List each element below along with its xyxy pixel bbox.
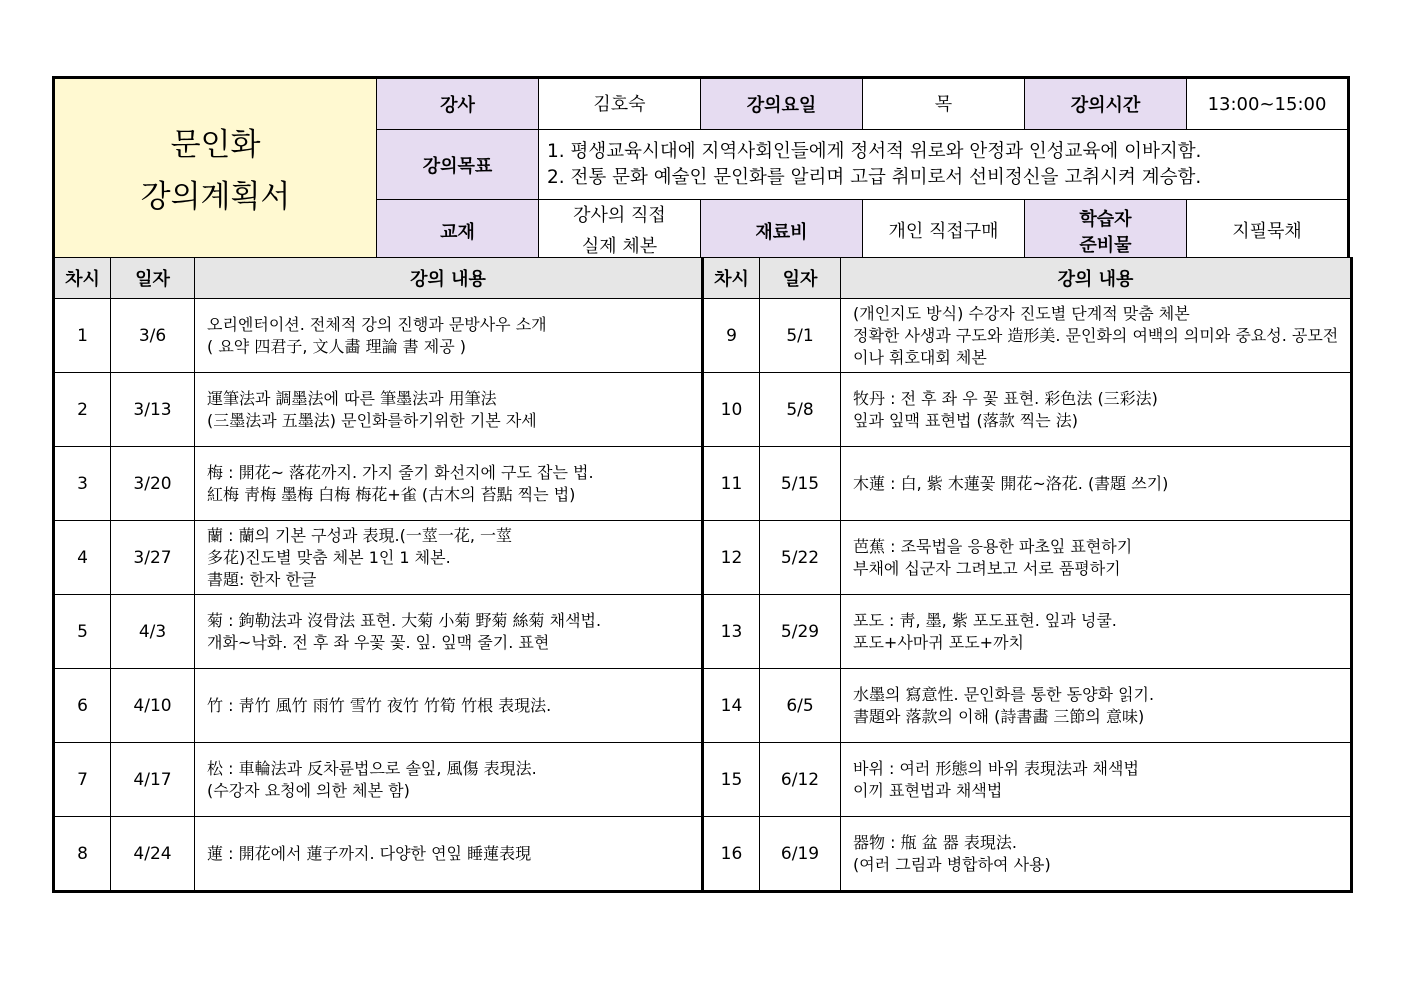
goal-item-2: 2. 전통 문화 예술인 문인화를 알리며 고급 취미로서 선비정신을 고취시켜 계승함. bbox=[547, 166, 1202, 188]
document-title bbox=[54, 78, 377, 264]
session-number: 12 bbox=[703, 521, 760, 595]
session-content: 芭蕉 : 조묵법을 응용한 파초잎 표현하기 부채에 십군자 그려보고 서로 품평하기 bbox=[841, 521, 1352, 595]
session-number: 3 bbox=[54, 447, 111, 521]
session-content: 竹 : 靑竹 風竹 雨竹 雪竹 夜竹 竹筍 竹根 表現法. bbox=[195, 669, 703, 743]
session-content: 運筆法과 調墨法에 따른 筆墨法과 用筆法 (三墨法과 五墨法) 문인화를하기위한 기본 자세 bbox=[195, 373, 703, 447]
session-date: 5/22 bbox=[760, 521, 841, 595]
schedule-row bbox=[54, 521, 1352, 595]
session-number: 4 bbox=[54, 521, 111, 595]
schedule-row bbox=[54, 447, 1352, 521]
session-date: 3/6 bbox=[111, 299, 195, 373]
schedule-row bbox=[54, 669, 1352, 743]
session-date: 5/1 bbox=[760, 299, 841, 373]
session-date: 4/24 bbox=[111, 817, 195, 892]
title-line-2: 강의계획서 bbox=[140, 178, 291, 215]
textbook-label: 교재 bbox=[377, 200, 539, 264]
session-number: 10 bbox=[703, 373, 760, 447]
session-number: 2 bbox=[54, 373, 111, 447]
session-date: 6/5 bbox=[760, 669, 841, 743]
textbook-value-line-2: 실제 체본 bbox=[581, 236, 658, 257]
lecture-time-label: 강의시간 bbox=[1025, 78, 1187, 130]
session-content: 梅 : 開花~ 落花까지. 가지 줄기 화선지에 구도 잡는 법. 紅梅 靑梅 墨梅 白梅 梅花+雀 (古木의 苔點 찍는 법) bbox=[195, 447, 703, 521]
session-content: 포도 : 靑, 墨, 紫 포도표현. 잎과 넝쿨. 포도+사마귀 포도+까치 bbox=[841, 595, 1352, 669]
header-date-left: 일자 bbox=[111, 258, 195, 299]
lecture-time-value: 13:00~15:00 bbox=[1187, 78, 1349, 130]
session-date: 4/17 bbox=[111, 743, 195, 817]
session-content: 牧丹 : 전 후 좌 우 꽃 표현. 彩色法 (三彩法) 잎과 잎맥 표현법 (落款 찍는 法) bbox=[841, 373, 1352, 447]
learner-supplies-label-line-2: 준비물 bbox=[1079, 235, 1132, 256]
material-fee-value: 개인 직접구매 bbox=[863, 200, 1025, 264]
session-number: 8 bbox=[54, 817, 111, 892]
session-date: 5/8 bbox=[760, 373, 841, 447]
session-content: 器物 : 甁 盆 器 表現法. (여러 그림과 병합하여 사용) bbox=[841, 817, 1352, 892]
session-date: 5/15 bbox=[760, 447, 841, 521]
lecture-goal-value bbox=[539, 130, 1349, 200]
schedule-row bbox=[54, 743, 1352, 817]
schedule-row bbox=[54, 595, 1352, 669]
material-fee-label: 재료비 bbox=[701, 200, 863, 264]
course-info-table bbox=[52, 76, 1350, 265]
session-date: 4/10 bbox=[111, 669, 195, 743]
header-content-left: 강의 내용 bbox=[195, 258, 703, 299]
session-number: 15 bbox=[703, 743, 760, 817]
session-content: 蓮 : 開花에서 蓮子까지. 다양한 연잎 睡蓮表現 bbox=[195, 817, 703, 892]
lecture-day-label: 강의요일 bbox=[701, 78, 863, 130]
header-session-left: 차시 bbox=[54, 258, 111, 299]
session-number: 5 bbox=[54, 595, 111, 669]
textbook-value bbox=[539, 200, 701, 264]
session-date: 3/27 bbox=[111, 521, 195, 595]
session-content: 바위 : 여러 形態의 바위 表現法과 채색법 이끼 표현법과 채색법 bbox=[841, 743, 1352, 817]
lecture-goal-label: 강의목표 bbox=[377, 130, 539, 200]
learner-supplies-value: 지필묵채 bbox=[1187, 200, 1349, 264]
session-date: 4/3 bbox=[111, 595, 195, 669]
header-session-right: 차시 bbox=[703, 258, 760, 299]
session-content: (개인지도 방식) 수강자 진도별 단계적 맞춤 체본 정확한 사생과 구도와 造形美. 문인화의 여백의 의미와 중요성. 공모전이나 휘호대회 체본 bbox=[841, 299, 1352, 373]
session-number: 11 bbox=[703, 447, 760, 521]
schedule-table bbox=[52, 257, 1353, 893]
session-content: 蘭 : 蘭의 기본 구성과 表現.(一莖一花, 一莖 多花)진도별 맞춤 체본 1인 1 체본. 書題: 한자 한글 bbox=[195, 521, 703, 595]
session-number: 1 bbox=[54, 299, 111, 373]
header-content-right: 강의 내용 bbox=[841, 258, 1352, 299]
session-number: 16 bbox=[703, 817, 760, 892]
textbook-value-line-1: 강사의 직접 bbox=[573, 205, 666, 226]
lecture-day-value: 목 bbox=[863, 78, 1025, 130]
session-content: 木蓮 : 白, 紫 木蓮꽃 開花~洛花. (書題 쓰기) bbox=[841, 447, 1352, 521]
title-line-1: 문인화 bbox=[170, 126, 261, 163]
session-number: 14 bbox=[703, 669, 760, 743]
learner-supplies-label bbox=[1025, 200, 1187, 264]
header-date-right: 일자 bbox=[760, 258, 841, 299]
learner-supplies-label-line-1: 학습자 bbox=[1079, 209, 1132, 230]
session-number: 7 bbox=[54, 743, 111, 817]
session-date: 5/29 bbox=[760, 595, 841, 669]
session-number: 9 bbox=[703, 299, 760, 373]
schedule-row bbox=[54, 817, 1352, 892]
schedule-row bbox=[54, 299, 1352, 373]
session-content: 菊 : 鉤勒法과 沒骨法 표현. 大菊 小菊 野菊 絲菊 채색법. 개화~낙화. 전 후 좌 우꽃 꽃. 잎. 잎맥 줄기. 표현 bbox=[195, 595, 703, 669]
session-date: 3/20 bbox=[111, 447, 195, 521]
instructor-value: 김호숙 bbox=[539, 78, 701, 130]
session-content: 水墨의 寫意性. 문인화를 통한 동양화 읽기. 書題와 落款의 이해 (詩書畵 三節의 意味) bbox=[841, 669, 1352, 743]
goal-item-1: 1. 평생교육시대에 지역사회인들에게 정서적 위로와 안정과 인성교육에 이바지함. bbox=[547, 140, 1202, 162]
session-content: 오리엔터이션. 전체적 강의 진행과 문방사우 소개 ( 요약 四君子, 文人畵 理論 書 제공 ) bbox=[195, 299, 703, 373]
session-date: 6/12 bbox=[760, 743, 841, 817]
instructor-label: 강사 bbox=[377, 78, 539, 130]
session-date: 3/13 bbox=[111, 373, 195, 447]
session-content: 松 : 車輪法과 反차륜법으로 솔잎, 風傷 表現法. (수강자 요청에 의한 체본 함) bbox=[195, 743, 703, 817]
session-date: 6/19 bbox=[760, 817, 841, 892]
session-number: 13 bbox=[703, 595, 760, 669]
schedule-row bbox=[54, 373, 1352, 447]
session-number: 6 bbox=[54, 669, 111, 743]
